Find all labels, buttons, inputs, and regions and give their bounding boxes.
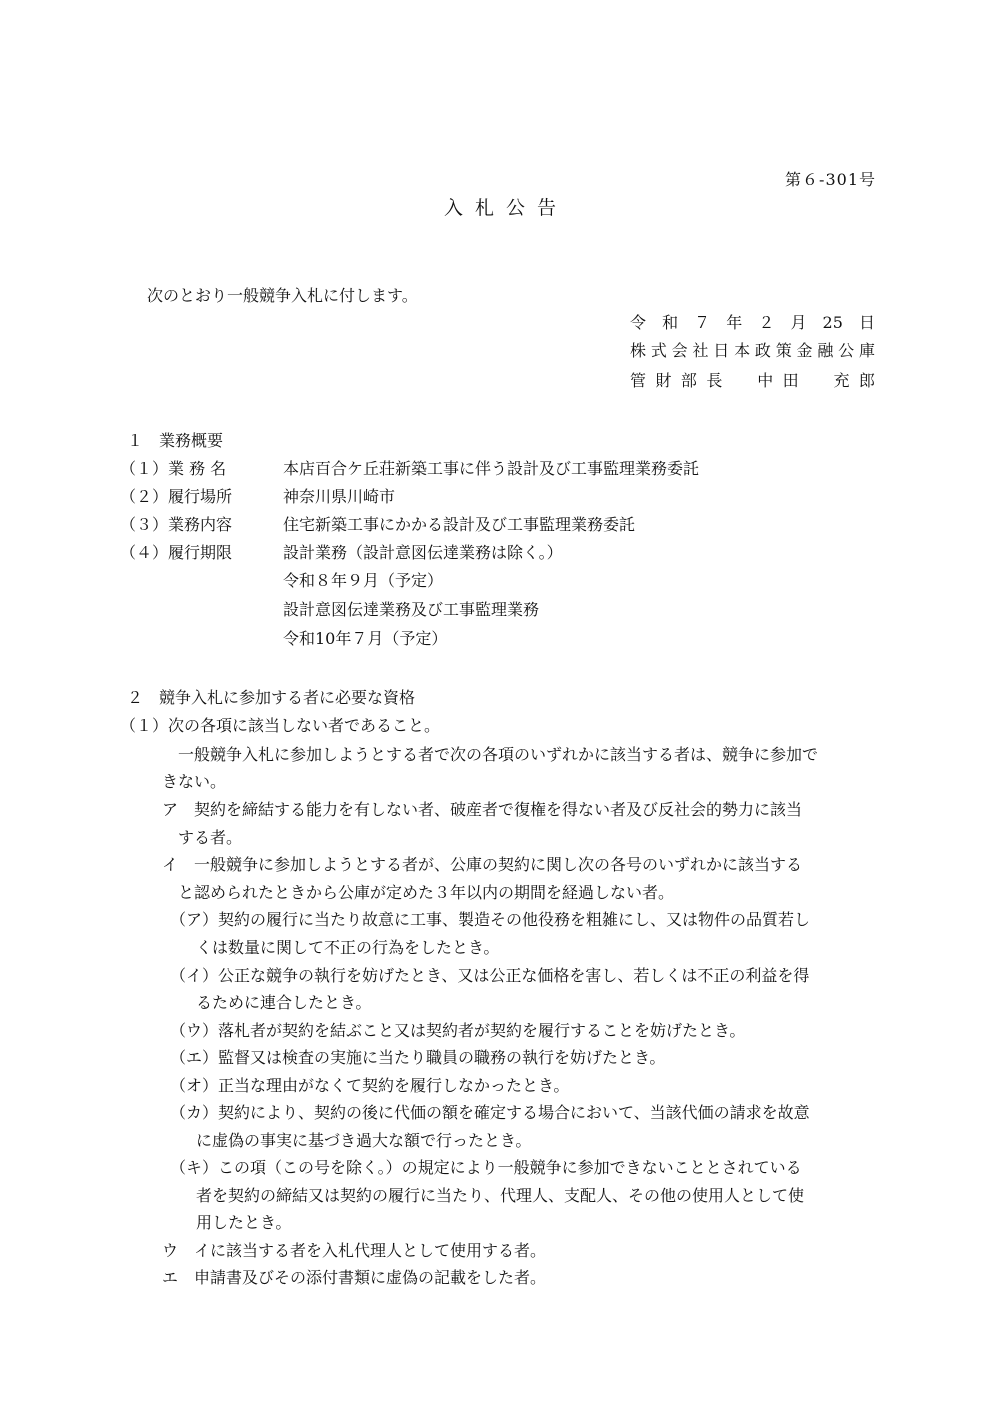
row-value: 神奈川県川崎市	[283, 487, 396, 506]
qualification-line: イ 一般競争に参加しようとする者が、公庫の契約に関し次の各号のいずれかに該当する	[162, 855, 803, 874]
qualification-line: るために連合したとき。	[196, 993, 372, 1012]
qualification-line: くは数量に関して不正の行為をしたとき。	[196, 938, 500, 957]
document-title: 入札公告	[443, 197, 568, 219]
section1-row	[120, 539, 563, 567]
row-value: 本店百合ケ丘荘新築工事に伴う設計及び工事監理業務委託	[283, 459, 700, 478]
row-value: 設計業務（設計意図伝達業務は除く。）	[283, 543, 563, 562]
section2-heading: ２ 競争入札に参加する者に必要な資格	[127, 688, 416, 707]
period-continuation: 設計意図伝達業務及び工事監理業務	[283, 600, 540, 619]
period-continuation: 令和８年９月（予定）	[283, 571, 444, 590]
intro-text: 次のとおり一般競争入札に付します。	[147, 286, 418, 305]
qualification-line: 者を契約の締結又は契約の履行に当たり、代理人、支配人、その他の使用人として使	[196, 1186, 805, 1205]
qualification-line: （ウ）落札者が契約を結ぶこと又は契約者が契約を履行することを妨げたとき。	[170, 1021, 746, 1040]
qualification-line: （キ）この項（この号を除く。）の規定により一般競争に参加できないこととされている	[170, 1158, 802, 1177]
qualification-line: （オ）正当な理由がなくて契約を履行しなかったとき。	[170, 1076, 570, 1095]
section1-row	[120, 483, 395, 511]
qualification-line: と認められたときから公庫が定めた３年以内の期間を経過しない者。	[178, 883, 675, 902]
row-label: （１）業 務 名	[120, 459, 227, 478]
qualification-line: エ 申請書及びその添付書類に虚偽の記載をした者。	[162, 1268, 547, 1287]
row-label: （３）業務内容	[120, 515, 233, 534]
qualification-line: （カ）契約により、契約の後に代価の額を確定する場合において、当該代価の請求を故意	[170, 1103, 810, 1122]
row-label: （２）履行場所	[120, 487, 233, 506]
row-label: （４）履行期限	[120, 543, 233, 562]
section1-heading: １ 業務概要	[127, 431, 224, 450]
qualification-line: 用したとき。	[196, 1213, 292, 1232]
qualification-line: に虚偽の事実に基づき過大な額で行ったとき。	[196, 1131, 532, 1150]
signature-company: 株式会社日本政策金融公庫	[630, 341, 875, 360]
period-continuation: 令和10年７月（予定）	[283, 629, 448, 648]
section1-row	[120, 511, 635, 539]
qualification-line: （ア）契約の履行に当たり故意に工事、製造その他役務を粗雑にし、又は物件の品質若し	[170, 910, 811, 929]
qualification-line: ウ イに該当する者を入札代理人として使用する者。	[162, 1241, 547, 1260]
document-number: 第６-301号	[785, 170, 876, 189]
qualification-line: （イ）公正な競争の執行を妨げたとき、又は公正な価格を害し、若しくは不正の利益を得	[170, 966, 810, 985]
qualification-line: （１）次の各項に該当しない者であること。	[120, 716, 441, 735]
signature-date: 令和７年２月25日	[630, 313, 875, 332]
qualification-line: きない。	[162, 772, 227, 791]
qualification-line: （エ）監督又は検査の実施に当たり職員の職務の執行を妨げたとき。	[170, 1048, 666, 1067]
row-value: 住宅新築工事にかかる設計及び工事監理業務委託	[283, 515, 636, 534]
qualification-line: 一般競争入札に参加しようとする者で次の各項のいずれかに該当する者は、競争に参加で	[178, 745, 819, 764]
signature-official: 管財部長 中田 充郎	[630, 371, 875, 390]
section1-row	[120, 455, 699, 483]
qualification-line: ア 契約を締結する能力を有しない者、破産者で復権を得ない者及び反社会的勢力に該当	[162, 800, 803, 819]
qualification-line: する者。	[178, 828, 243, 847]
